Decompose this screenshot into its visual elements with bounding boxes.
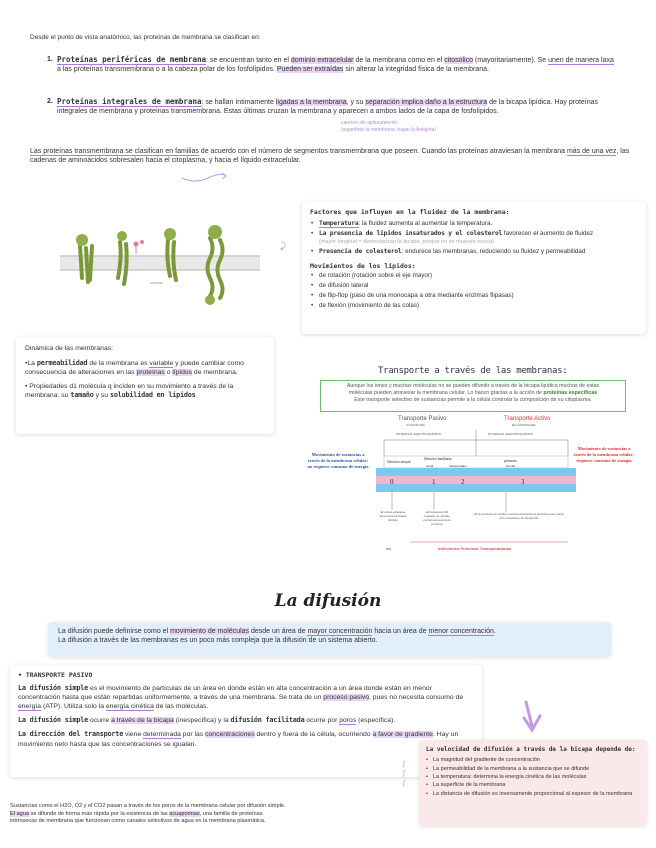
list-item [310, 248, 638, 257]
pasivo-p1: La difusión simple es el movimiento de partículas de un área en donde están en alta concentración a un área donde están en menor concentración hasta que están repartidas uniformemente, a través de una membrana. Se trata de un proceso pasivo, pues no necesita consumo de energía (ATP). Utiliza solo la energía cinética de las moléculas. [18, 683, 464, 711]
list-item: • de flexión (movimiento de las colas) [310, 302, 638, 311]
arrow-down-icon [520, 700, 544, 734]
item-text: sin alterar la integridad física de la membrana. [343, 66, 489, 74]
transport-svg [306, 412, 636, 560]
highlight: ligadas a la membrana [275, 99, 347, 106]
item-number: 1. [47, 56, 53, 63]
card-dinamica-membranas [16, 337, 274, 434]
factor-term: Temperatura [319, 219, 359, 227]
card-title: Factores que influyen en la fluidez de la membrana: [310, 208, 510, 216]
item-text: : se encuentran tanto en el [206, 57, 291, 64]
section-title-transporte: Transporte a través de las membranas: [378, 366, 568, 376]
list-item: • de rotación (rotación sobre el eje mayor) [310, 272, 638, 281]
highlight: más de una vez [566, 148, 617, 155]
para-text: de acuerdo con el número de segmentos transmembrana que poseen. Cuando las proteínas atraviesan la membrana [198, 148, 567, 155]
handnote-line: (superficie la membrana, bajan la Antigrita) [341, 126, 437, 133]
list-item: • La temperatura: determina la energía cinética de las moléculas [426, 774, 640, 781]
section-title-difusion: La difusión [274, 591, 382, 611]
note-pasivo: Movimiento de sustancias a través de la membrana celular; no requiere consumo de energía [307, 452, 369, 470]
card-title: • TRANSPORTE PASIVO [18, 671, 93, 679]
highlight: dominio extracelular [290, 57, 354, 64]
box-line: Aunque los iones y muchas moléculas no se pueden difundir a través de la bicapa lipídica muchas de estas [346, 383, 600, 389]
footer-line: intrínsecas de membrana que funcionan como canales selectivos de agua en la membrana plasmática. [10, 818, 266, 825]
diagram-number: 1 [432, 478, 436, 486]
list-item [310, 230, 638, 239]
box-line: Este transporte selectivo de sustancias permite a la célula controlar la composición de su citoplasma. [354, 397, 592, 404]
factor-term: La presencia de lípidos insaturados y el colesterol [319, 229, 503, 237]
item-text: , y su [346, 99, 366, 106]
note-activo: Movimiento de sustancias a través de la membrana celular; requiere consumo de energía [574, 446, 634, 464]
transport-diagram [306, 380, 636, 560]
label-potencial: POTENCIAL ELECTROQUÍMICO [488, 432, 534, 436]
label-pasivo: Transporte Pasivo [398, 416, 447, 422]
difusion-line2: La difusión a través de las membranas es un poco más compleja que la difusión de un sistema abierto. [58, 637, 378, 645]
diagram-note: El soluto atraviesa libremente la bicapa lipídica [379, 510, 407, 523]
item-text: (mayoritariamente). Se [472, 57, 549, 64]
list-item-integrales [47, 97, 617, 117]
factor-text: : endurece las membranas, reduciendo su fluidez y permeabilidad [401, 248, 586, 256]
list-item: • de flip-flop (paso de una monocapa a otra mediante enzimas flipasas) [310, 292, 638, 301]
label-activo: Transporte Activo [504, 416, 551, 422]
list-item: • La distancia de difusión es inversamente proporcional al espesor de la membrana [426, 791, 640, 798]
factores-list [310, 220, 638, 239]
box-definicion-difusion [48, 622, 611, 657]
label-canal: canal [426, 464, 434, 468]
list-item-perifericas [47, 55, 617, 75]
list-item: • La permeabilidad de la membrana a la sustancia que se difunde [426, 766, 640, 773]
card-velocidad-difusion [419, 740, 647, 826]
pasivo-p2: La difusión simple ocurre a través de la bicapa (inespecífica) y la difusión facilitada ocurre por poros (específica). [18, 716, 396, 725]
card-subtitle: Movimientos de los lípidos: [310, 261, 416, 270]
highlight: unen de manera laxa [548, 57, 614, 64]
membrane-illustration [60, 218, 260, 308]
item-text: a las proteínas transmembrana o a la cabeza polar de los fosfolípidos. [57, 66, 277, 74]
factor-text: favorecen el aumento de fluidez [502, 229, 594, 237]
highlight: citosólico [444, 57, 473, 64]
label-dif-facilitada: Difusión facilitada [424, 457, 452, 461]
velocidad-list [426, 757, 640, 798]
footer-line: El agua se difunde de forma más rápida por la existencia de las acuaporinas, una familia de proteínas [10, 810, 263, 817]
handnote-line: carecen de aplanamiento [341, 120, 398, 126]
card-transporte-pasivo [10, 665, 482, 777]
list-item [310, 220, 638, 229]
item-term: Proteínas integrales de membrana [57, 97, 202, 106]
diagram-number: 3 [521, 478, 525, 486]
deco-arrow-icon: ⤸ [280, 241, 286, 252]
factor-text: : la fluidez aumenta al aumentar la temperatura. [358, 219, 493, 227]
item-term: Proteínas periféricas de membrana [57, 55, 207, 64]
handwritten-note [341, 120, 541, 134]
diagram-number: 0 [390, 478, 394, 486]
paragraph-transmembrana [30, 147, 630, 166]
highlight: Pueden ser extraídas [276, 66, 344, 74]
list-item: • de difusión lateral [310, 282, 638, 291]
dinamica-p2: • Propiedades d1 molécula q incíden en su movimiento a través de la membrana: su tamaño y su solubilidad en lípidos [25, 382, 234, 399]
difusion-line1: La difusión puede definirse como el movimiento de moléculas desde un área de mayor concentración hacia un área de menor concentración. [58, 628, 496, 635]
list-item: • La magnitud del gradiente de concentración [426, 757, 640, 764]
para-text: , las cadenas de aminoácidos sobresalen hacia el citoplasma, y hacia el líquido extracelular. [30, 148, 630, 165]
footer-text [10, 803, 410, 826]
label-favor: A FAVOR DEL [406, 423, 426, 427]
item-text: : se hallan íntimamente [201, 99, 276, 106]
highlight: separación implica daño a la estructura [365, 99, 488, 106]
label-dif-simple: Difusión simple [387, 460, 411, 464]
pasivo-p3: La dirección del transporte viene determinada por las concentraciones dentro y fuera de la célula, ocurriendo a favor de gradiente. Hay un movimiento neto hasta que las concentraciones se igualan. [18, 730, 459, 748]
movimientos-list [310, 272, 638, 311]
list-item: • La superficie de la membrana [426, 782, 640, 789]
diagram-tag: eis [386, 546, 392, 551]
card-title: Dinámica de las membranas: [25, 345, 114, 352]
box-line: moléculas pueden atravesar la membrana celular. Lo hacen gracias a la acción de proteínas específicas [348, 390, 598, 397]
label-transportador: transportador [449, 464, 467, 468]
card-title: La velocidad de difusión a través de la bicapa depende de: [426, 746, 636, 753]
factor-sub: (mayor longitud = desmolarizan la bicapa, porque no se mueven nunca) [319, 238, 495, 245]
diagram-note: El transporte NO requiere un cambio conformacional de la proteína [423, 510, 451, 527]
item-text: de la bicapa lipídica. Hay proteínas integrales de membrana y proteínas transmembrana. Estas últimas cruzan la membrana y aparecen a ambos lados de la capa de fosfolípidos. [57, 99, 599, 116]
factor-term: Presencia de colesterol [319, 248, 402, 256]
card-factores-fluidez [302, 202, 646, 334]
intro-text: Desde el punto de vista anatómico, las proteínas de membrana se clasifican en: [30, 34, 261, 41]
label-bomba: bomba [506, 464, 516, 468]
label-primario: primario [504, 459, 517, 463]
footer-line: Sustancias como el H2O, O2 y el CO2 pasan a través de los poros de la membrana celular por difusión simple. [10, 803, 286, 809]
label-contra: EN CONTRA DEL [512, 423, 537, 427]
diagram-number: 2 [461, 478, 465, 486]
membrane-label: CITOSOL [150, 281, 164, 285]
label-potencial: POTENCIAL ELECTROQUÍMICO [396, 432, 442, 436]
diagram-footer: Intervienen Proteínas Transportadoras [438, 546, 512, 551]
diagram-intro-box [320, 380, 626, 412]
curl-arrow-icon [180, 170, 230, 184]
deco-squiggle-icon: ∫ ∫ ∫ [403, 761, 405, 787]
item-text: de la membrana como en el [353, 57, 445, 64]
dinamica-p1: •La permeabilidad de la membrana es variable y puede cambiar como consecuencia de alteraciones en las proteínas o lípidos de membrana. [25, 359, 244, 377]
item-number: 2. [47, 98, 53, 105]
diagram-note: El se produce un cambio conformacional de la proteína como parte del mecanismo de transporte [474, 512, 564, 521]
highlight: Las proteínas transmembrana se clasifican en familias [30, 148, 199, 155]
